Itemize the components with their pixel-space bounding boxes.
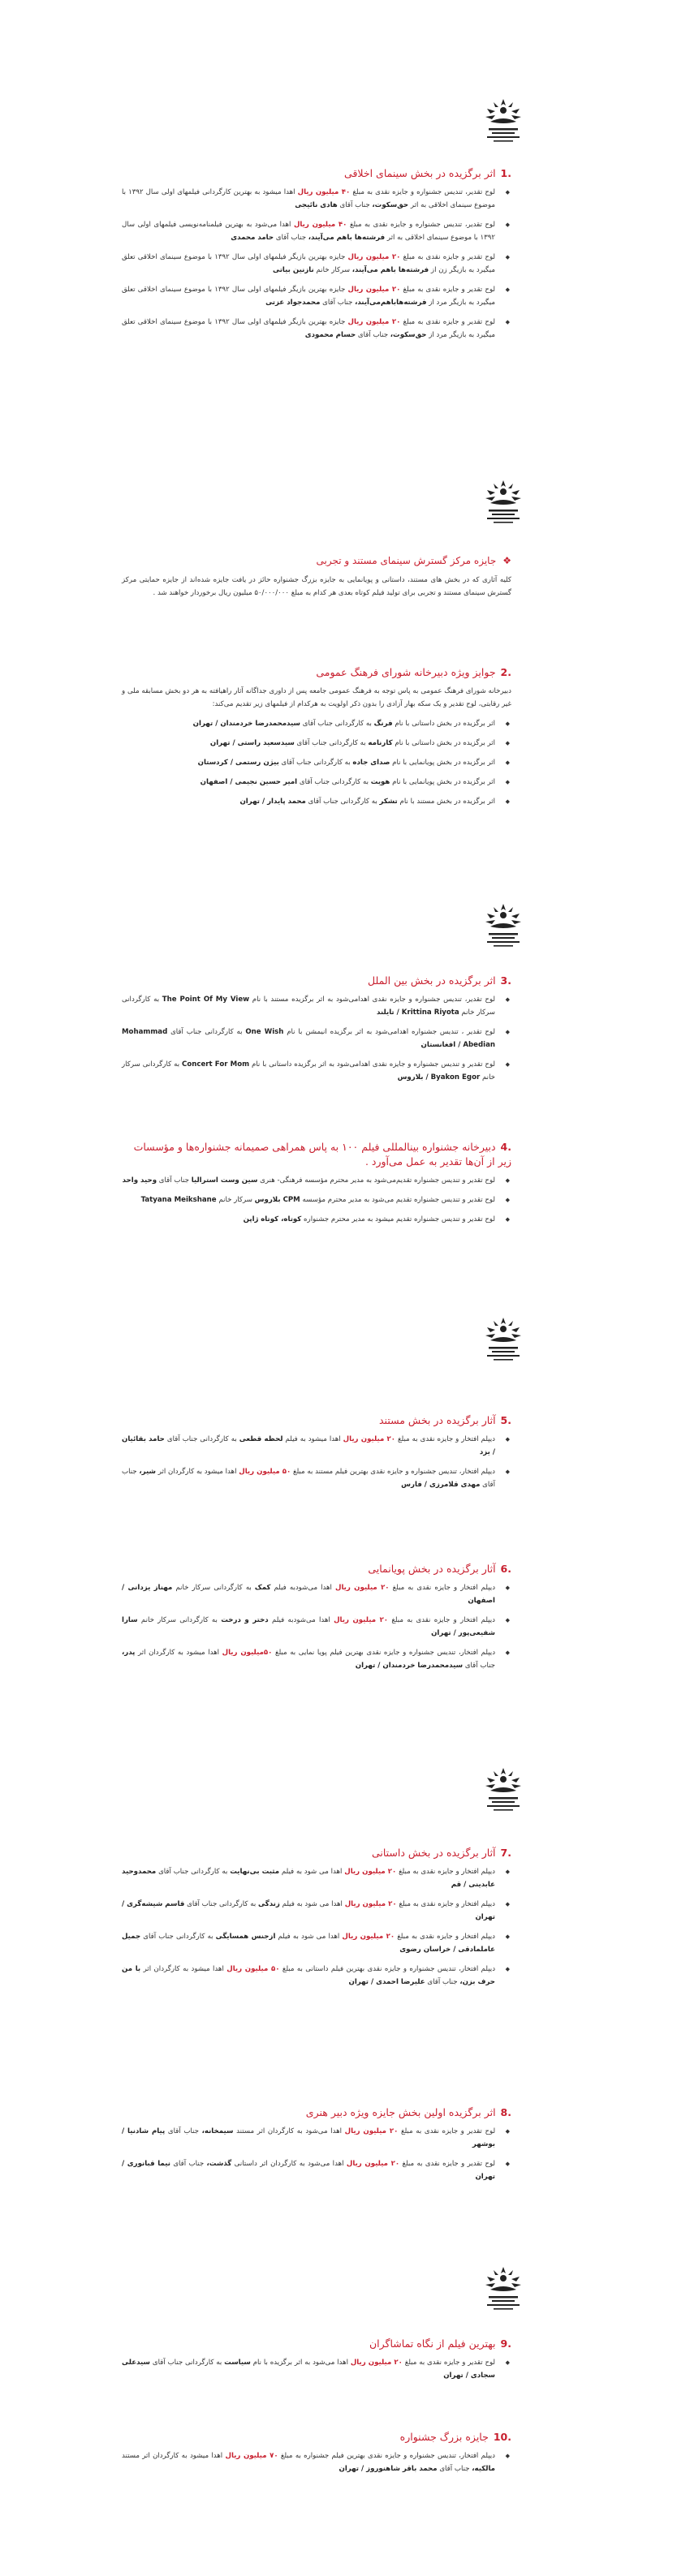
film-title: کارنامه [368,739,393,747]
recipient-name: جمیل عاملمادقی / خراسان رضوی [122,1933,495,1954]
section-ethical-cinema [122,166,511,348]
film-title: تشکر [379,798,398,806]
section-heading [122,1413,511,1428]
award-item [122,283,511,309]
film-title: فرنگ [373,720,393,728]
film-title: فرشته‌ها باهم می‌آیند، [351,266,429,274]
award-text: دیپلم افتخار، تندیس جشنواره و جایزه نقدی بهترین فیلم مستند به مبلغ [293,1468,495,1476]
section-documentary-center [122,554,511,600]
award-text: اهدا میشود به بهترین کارگردانی فیلمهای اولی سال ۱۳۹۲ با موضوع سینمای اخلاقی به اثر [122,188,495,209]
award-text: جناب آقای [464,1662,495,1670]
section-title: بهترین فیلم از نگاه تماشاگران [369,2337,496,2350]
award-item [122,1193,511,1206]
section-number: .6 [500,1563,511,1575]
recipient-name: قاسم شیشه‌گری / تهران [122,1900,495,1921]
award-text: لوح تقدیر و تندیس جشنواره تقدیم میشود به مدیر محترم جشنواره [304,1215,495,1223]
award-text: لوح تقدیر و تندیس جشنواره تقدیم‌می‌شود به مدیر محترم مؤسسه فرهنگی- هنری [260,1176,495,1185]
award-item [122,737,511,750]
award-list [122,993,511,1084]
recipient-name: نیما قبانوری / تهران [122,2160,495,2181]
film-title: سیاست [224,2359,251,2367]
section-number: .10 [493,2431,511,2443]
prize-amount: ۲۰ میلیون ریال [344,2127,399,2135]
prize-amount: ۷۰ میلیون ریال [225,2452,278,2460]
prize-amount: ۲۰ میلیون ریال [342,1933,395,1941]
section-paragraph: کلیه آثاری که در بخش های مستند، داستانی و پویانمایی به جایزه بزرگ جشنواره حائز در یافت جایزه شده‌اند از جایزه حمایتی مرکز گسترش سینمای مستند و تجربی برای تولید فیلم کوتاه بعدی هر کدام به مبلغ ۵۰/۰۰۰/۰۰۰ میلیون ریال برخوردار خواهند شد . [122,576,511,597]
award-text: به کارگردانی جناب آقای [187,1900,257,1908]
section-public-culture [122,665,511,815]
award-item [122,2157,511,2183]
award-text: اهدا میشود به کارگردان اثر [143,1965,224,1973]
recipient-name: سارا شفیعی‌پور / تهران [122,1616,495,1637]
recipient-name: علیرضا احمدی / تهران [348,1978,425,1986]
award-item [122,316,511,342]
award-text: به کارگردانی جناب آقای [158,1868,228,1876]
award-text: دیپلم افتخار، تندیس جشنواره و جایزه نقدی بهترین فیلم جشنواره به مبلغ [280,2452,496,2460]
award-text: به کارگردانی سرکار خانم [175,1584,252,1592]
section-heading [122,2337,511,2351]
award-text: لوح تقدیر، تندیس جشنواره و جایزه نقدی به مبلغ [352,188,495,196]
award-text: اهدا می شود به فیلم [282,1900,343,1908]
prize-amount: ۵۰میلیون ریال [222,1649,273,1657]
award-text: اهدا میشود به کارگردان اثر مستند [122,2452,223,2460]
award-text: دیپلم افتخار، تندیس جشنواره و جایزه نقدی بهترین فیلم پویا نمایی به مبلغ [275,1649,496,1657]
film-title: The Point Of My View [162,996,250,1004]
section-title: اثر برگزیده اولین بخش جایزه ویژه دبیر هنری [305,2106,496,2118]
film-title: لحظه قطعی [239,1435,283,1443]
section-grand-prize [122,2430,511,2482]
award-item [122,1865,511,1891]
award-list [122,2449,511,2475]
recipient-name: محمد باقر شاهنوروز / تهران [339,2465,438,2473]
prize-amount: ۲۰ میلیون ریال [335,1584,390,1592]
award-text: به کارگردانی جناب آقای [296,739,366,747]
film-title: مالکیه، [472,2465,495,2473]
recipient-name: سیدعلی سجادی / تهران [122,2359,495,2380]
award-text: اثر برگزیده در بخش پویانمایی با نام [392,759,495,767]
award-item [122,776,511,789]
award-text: جناب آقای [357,331,389,339]
prize-amount: ۲۰ میلیون ریال [334,1616,389,1624]
prize-amount: ۵۰ میلیون ریال [239,1468,291,1476]
recipient-name: حامد بقائیان / یزد [122,1435,495,1456]
prize-amount: ۲۰ میلیون ریال [347,318,401,326]
recipient-name: Mohammad Abedian / افغانستان [122,1028,495,1049]
section-heading [122,554,511,567]
section-number: .4 [500,1141,511,1153]
award-text: به کارگردانی سرکار خانم [140,1616,218,1624]
award-text: سرکار خانم [316,266,351,274]
award-item [122,993,511,1019]
award-text: لوح تقدیر و جایزه نقدی به مبلغ [404,2359,496,2367]
recipient-name: محمد پایدار / تهران [239,798,306,806]
award-text: اهدا میشود به فیلم [285,1435,341,1443]
recipient-name: ژاپن [243,1215,259,1223]
section-number: .8 [500,2106,511,2118]
award-item [122,795,511,808]
festival-logo [479,1314,528,1365]
award-text: دیپلم افتخار و جایزه نقدی به مبلغ [397,1933,496,1941]
film-title: حق‌سکوت، [372,201,409,209]
film-title: سین وست استرالیا [191,1176,258,1185]
award-item [122,1614,511,1640]
section-title: دبیرخانه جشنواره بینالمللی فیلم ۱۰۰ به پاس همراهی صمیمانه جشنواره‌ها و مؤسسات زیر از آن‌ها تقدیر به عمل می‌آورد . [133,1141,511,1168]
recipient-name: نازنین بیاتی [273,266,314,274]
section-number: .3 [500,974,511,987]
section-artistic-director [122,2105,511,2190]
award-list [122,1433,511,1491]
award-text: اهدا می‌شود به کارگردان اثر داستانی [234,2160,344,2168]
award-list [122,2125,511,2183]
award-text: اهدا می شود به فیلم [278,1933,340,1941]
award-text: لوح تقدیر و جایزه نقدی به مبلغ [403,286,496,294]
award-item [122,1465,511,1491]
film-title: سیمخانه، [201,2127,234,2135]
prize-amount: ۲۰ میلیون ریال [347,286,401,294]
section-title: آثار برگزیده در بخش داستانی [371,1847,496,1859]
recipient-name: حسام محمودی [304,331,356,339]
award-item [122,1898,511,1924]
recipient-name: مهدی قلامرزی / فارس [401,1481,481,1489]
award-list [122,1581,511,1672]
section-title: آثار برگزیده در بخش پویانمایی [368,1563,496,1575]
award-text: به کارگردانی جناب آقای [302,720,372,728]
award-item [122,1930,511,1956]
award-item [122,756,511,769]
award-text: اثر برگزیده در بخش داستانی با نام [395,720,495,728]
section-title: آثار برگزیده در بخش مستند [379,1414,496,1426]
award-list [122,1174,511,1226]
recipient-name: پیام شادنیا / بوشهر [122,2127,495,2148]
film-title: One Wish [245,1028,284,1036]
award-item [122,1646,511,1672]
award-text: لوح تقدیر و جایزه نقدی به مبلغ [403,253,496,261]
award-text: جناب آقای [158,1176,189,1185]
recipient-name: امیر حسین نجیمی / اصفهان [200,778,298,786]
section-title: جایزه مرکز گسترش سینمای مستند و تجربی [316,555,497,566]
film-title: کوتاه، کوتاه [261,1215,302,1223]
award-text: جناب آقای [322,299,353,307]
award-text: جناب آقای [167,2127,199,2135]
section-heading [122,166,511,181]
film-title: ازجنس همسایگی [215,1933,276,1941]
recipient-name: وحید واحد [122,1176,157,1185]
section-heading [122,1562,511,1576]
award-text: لوح تقدیر و تندیس جشنواره تقدیم می‌شود به مدیر محترم مؤسسه [302,1196,495,1204]
award-text: لوح تقدیر و جایزه نقدی به مبلغ [403,318,496,326]
recipient-name: Byakon Egor / بلاروس [397,1073,481,1082]
award-text: لوح تقدیر و جایزه نقدی به مبلغ [401,2127,496,2135]
award-text: اهدا می‌شود به کارگردان اثر مستند [236,2127,343,2135]
award-text: به کارگردانی جناب آقای [152,2359,222,2367]
award-text: اهدا می شود به فیلم [281,1868,343,1876]
diamond-icon: ❖ [502,555,511,566]
film-title: فرشته‌ها‌باهم‌می‌آیند، [355,299,427,307]
award-text: اهدا میشود به کارگردان اثر [157,1468,237,1476]
award-text: سرکار خانم [218,1196,252,1204]
recipient-name: سیدمحمدرضا خردمندان / تهران [192,720,300,728]
film-title: مثبت بی‌نهایت [230,1868,280,1876]
award-text: دیپلم افتخار و جایزه نقدی به مبلغ [398,1435,495,1443]
film-title: پدر، [122,1649,136,1657]
section-number: .5 [500,1414,511,1426]
section-fiction [122,1846,511,1995]
award-item [122,251,511,277]
recipient-name: Krittina Riyota / تایلند [377,1008,459,1017]
festival-logo [479,1765,528,1815]
award-item [122,1213,511,1226]
award-text: جناب آقای [339,201,370,209]
award-text: جایزه بهترین بازیگر فیلمهای اولی سال ۱۳۹۲ با موضوع سینمای اخلاقی تعلق میگیرد به بازیگر زن از [122,253,495,274]
award-text: جناب آقای [427,1978,458,1986]
award-item [122,1058,511,1084]
award-text: اهدا میشود به کارگردان اثر [138,1649,220,1657]
award-list [122,717,511,808]
recipient-name: هادی نائیجی [295,201,338,209]
award-text: لوح تقدیر، تندیس جشنواره و جایزه نقدی اهدامی‌شود به اثر برگزیده مستند با نام [252,996,495,1004]
award-list [122,1865,511,1989]
award-item [122,1174,511,1187]
award-text: دیپلم افتخار، تندیس جشنواره و جایزه نقدی بهترین فیلم داستانی به مبلغ [282,1965,496,1973]
award-text: اثر برگزیده در بخش داستانی با نام [395,739,495,747]
recipient-name: مهناز یزدانی / اصفهان [122,1584,495,1605]
section-title: اثر برگزیده در بخش سینمای اخلاقی [344,167,496,179]
section-heading [122,974,511,988]
recipient-name: بیژن رستمی / کردستان [197,759,279,767]
prize-amount: ۴۰ میلیون ریال [293,221,347,229]
award-text: لوح تقدیر و تندیس جشنواره و جایزه نقدی اهدامی‌شود به اثر برگزیده داستانی با نام [251,1060,496,1069]
recipient-name: سیدسعید راستی / تهران [209,739,295,747]
award-text: جایزه بهترین بازیگر فیلمهای اولی سال ۱۳۹۲ با موضوع سینمای اخلاقی تعلق میگیرد به بازیگر مرد از [122,286,495,307]
award-text: دیپلم افتخار و جایزه نقدی به مبلغ [399,1900,495,1908]
award-text: اثر برگزیده در بخش پویانمایی با نام [392,778,495,786]
award-item [122,1581,511,1607]
section-title: جوایز ویژه دبیرخانه شورای فرهنگ عمومی [316,666,496,678]
section-heading [122,1140,511,1169]
film-title: حق‌سکوت، [390,331,427,339]
award-text: لوح تقدیر ، تندیس جشنواره اهدامی‌شود به اثر برگزیده انیمشن با نام [287,1028,495,1036]
award-text: اثر برگزیده در بخش مستند با نام [399,798,495,806]
section-heading [122,2105,511,2120]
award-text: جناب آقای [439,2465,470,2473]
section-intro: دبیرخانه شورای فرهنگ عمومی به پاس توجه به فرهنگ عمومی جامعه پس از داوری جداگانه آثار راهیافته به هر دو بخش مسابقه ملی و غیر رقابتی، لوح تقدیر و یک سکه بهار آزادی را بدون ذکر اولویت به هرکدام از فیلمهای زیر تقدیم می‌کند: [122,687,511,708]
recipient-name: محمدجواد عزتی [265,299,321,307]
section-audience-award [122,2337,511,2389]
section-heading [122,2430,511,2445]
section-partners [122,1140,511,1232]
award-text: جناب آقای [173,2160,205,2168]
award-item [122,1963,511,1989]
film-title: CPM بلاروس [254,1196,300,1204]
festival-logo [479,96,528,146]
recipient-name: Tatyana Meikshane [140,1196,217,1204]
award-text: به کارگردانی جناب آقای [281,759,351,767]
award-text: به کارگردانی سرکار خانم [122,1060,495,1082]
section-international [122,974,511,1090]
recipient-name: محمدوحید عابدینی / قم [122,1868,495,1889]
award-text: اهدا می‌شودبه فیلم [274,1584,332,1592]
award-text: جایزه بهترین بازیگر فیلمهای اولی سال ۱۳۹۲ با موضوع سینمای اخلاقی تعلق میگیرد به بازیگر مرد از [122,318,495,339]
award-list [122,2356,511,2382]
award-text: به کارگردانی سرکار خانم [122,996,495,1017]
award-text: دیپلم افتخار و جایزه نقدی به مبلغ [392,1584,496,1592]
recipient-name: سیدمحمدرضا خردمندان / تهران [355,1662,464,1670]
award-text: لوح تقدیر، تندیس جشنواره و جایزه نقدی به مبلغ [349,221,495,229]
award-text: جناب آقای [122,1468,495,1489]
section-number: .7 [500,1847,511,1859]
festival-logo [479,2264,528,2314]
award-text: به کارگردانی جناب آقای [170,1028,243,1036]
award-text: اهدا می‌شود به اثر برگزیده با نام [252,2359,348,2367]
film-title: دختر و درخت [221,1616,269,1624]
award-list [122,186,511,342]
festival-logo [479,477,528,527]
award-item [122,717,511,730]
film-title: فرشته‌ها باهم می‌آیند، [308,234,386,242]
section-number: .2 [500,666,511,678]
award-item [122,1433,511,1459]
award-item [122,2125,511,2151]
prize-amount: ۵۰ میلیون ریال [226,1965,280,1973]
award-text: اهدا می‌شودبه فیلم [271,1616,330,1624]
award-item [122,2449,511,2475]
award-text: دیپلم افتخار و جایزه نقدی به مبلغ [391,1616,495,1624]
award-text: به کارگردانی جناب آقای [308,798,377,806]
award-text: به کارگردانی جناب آقای [166,1435,237,1443]
prize-amount: ۲۰ میلیون ریال [347,253,401,261]
award-item [122,218,511,244]
film-title: صدای جاده [352,759,390,767]
section-number: .9 [500,2337,511,2350]
prize-amount: ۴۰ میلیون ریال [297,188,351,196]
film-title: شیر، [139,1468,156,1476]
film-title: کمک [254,1584,271,1592]
award-item [122,1026,511,1051]
section-documentary [122,1413,511,1498]
prize-amount: ۲۰ میلیون ریال [350,2359,403,2367]
award-text: اهدا می‌شود به بهترین فیلمنامه‌نویسی فیلمهای اولی سال ۱۳۹۲ با موضوع سینمای اخلاقی به اثر [122,221,495,242]
film-title: Concert For Mom [182,1060,250,1069]
section-title: اثر برگزیده در بخش بین الملل [368,974,496,987]
prize-amount: ۲۰ میلیون ریال [344,1868,397,1876]
film-title: با من حرف بزن، [122,1965,495,1986]
award-text: به کارگردانی جناب آقای [143,1933,213,1941]
film-title: گذشت، [206,2160,232,2168]
award-item [122,2356,511,2382]
section-number: .1 [500,167,511,179]
festival-logo [479,901,528,951]
award-item [122,186,511,212]
prize-amount: ۲۰ میلیون ریال [346,2160,400,2168]
prize-amount: ۲۰ میلیون ریال [344,1900,397,1908]
award-text: لوح تقدیر و جایزه نقدی به مبلغ [402,2160,495,2168]
section-heading [122,665,511,680]
film-title: هویت [370,778,390,786]
prize-amount: ۲۰ میلیون ریال [343,1435,396,1443]
film-title: زندگی [258,1900,280,1908]
section-animation [122,1562,511,1679]
recipient-name: حامد محمدی [231,234,274,242]
award-text: جناب آقای [275,234,307,242]
section-heading [122,1846,511,1860]
award-text: دیپلم افتخار و جایزه نقدی به مبلغ [399,1868,496,1876]
section-title: جایزه بزرگ جشنواره [399,2431,489,2443]
award-text: به کارگردانی جناب آقای [299,778,369,786]
